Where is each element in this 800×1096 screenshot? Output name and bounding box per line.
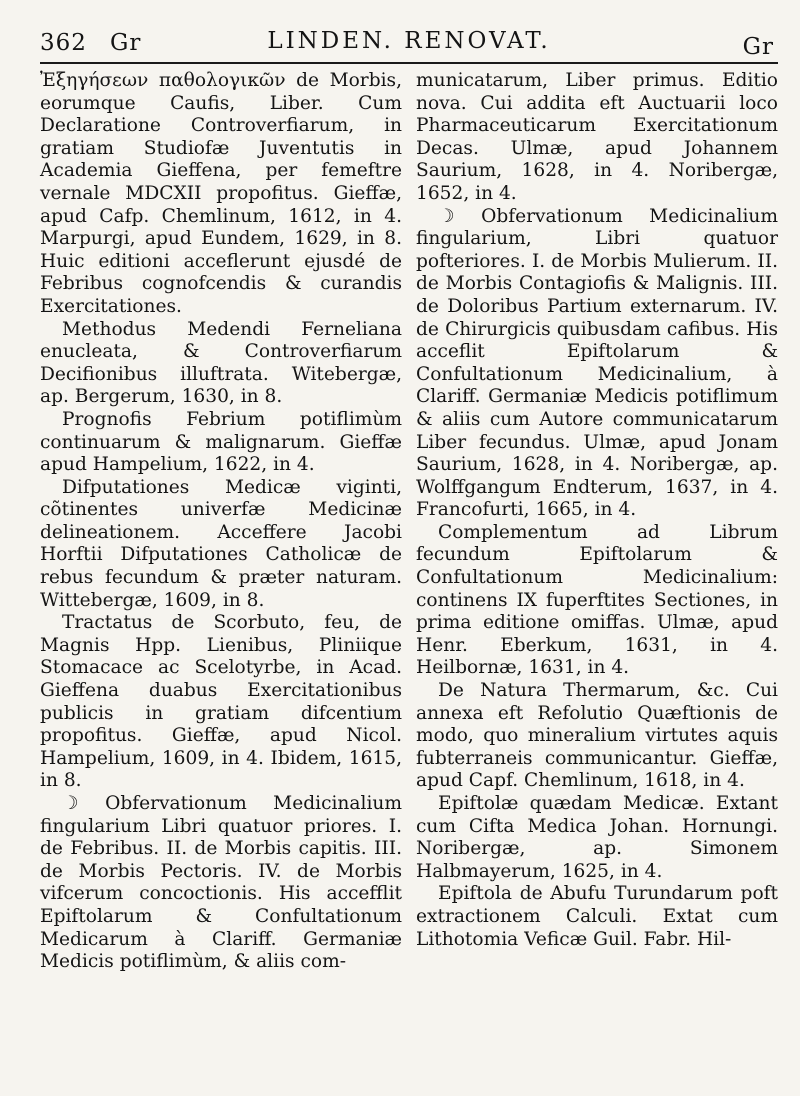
bibliography-entry: Difputationes Medicæ viginti, cõtinentes univerfæ Medicinæ delineationem. Acceffere Jacobi Horftii Difputationes Catholicæ de rebus fecundum & præter naturam. Wittebergæ, 1609, in 8. (40, 476, 402, 611)
bibliography-entry: Epiftola de Abufu Turundarum poft extractionem Calculi. Extat cum Lithotomia Veficæ Guil. Fabr. Hil- (416, 883, 778, 950)
right-column (416, 70, 778, 974)
right-section-tag: Gr (742, 34, 774, 60)
left-column (40, 70, 402, 974)
text-columns (40, 70, 778, 974)
page-number: 362 (40, 30, 87, 56)
bibliography-entry: Prognofis Febrium potiflimùm continuarum & malignarum. Gieffæ apud Hampelium, 1622, in 4. (40, 408, 402, 476)
running-title: LINDEN. RENOVAT. (267, 28, 551, 54)
bibliography-entry: De Natura Thermarum, &c. Cui annexa eft Refolutio Quæftionis de modo, quo mineralium virtutes aquis fubterraneis communicantur. Gieffæ, apud Capf. Chemlinum, 1618, in 4. (416, 680, 778, 792)
bibliography-entry: ☽ Obfervationum Medicinalium fingularium, Libri quatuor pofteriores. I. de Morbis Mulierum. II. de Morbis Contagiofis & Malignis. III. de Doloribus Partium externarum. IV. de Chirurgicis quibusdam cafibus. His acceflit Epiftolarum & Confultationum Medicinalium, à Clariff. Germaniæ Medicis potiflimum & aliis cum Autore communicatarum Liber fecundus. Ulmæ, apud Jonam Saurium, 1628, in 4. Noribergæ, ap. Wolffgangum Endterum, 1637, in 4. Francofurti, 1665, in 4. (416, 205, 778, 521)
bibliography-entry: ☽ Obfervationum Medicinalium fingularium Libri quatuor priores. I. de Febribus. II. de Morbis capitis. III. de Morbis Pectoris. IV. de Morbis vifcerum concoctionis. His accefflit Epiftolarum & Confultationum Medicarum à Clariff. Germaniæ Medicis potiflimùm, & aliis com- (40, 793, 402, 973)
bibliography-entry: Epiftolæ quædam Medicæ. Extant cum Cifta Medica Johan. Hornungi. Noribergæ, ap. Simonem Halbmayerum, 1625, in 4. (416, 793, 778, 882)
bibliography-entry: Complementum ad Librum fecundum Epiftolarum & Confultationum Medicinalium: continens IX fuperftites Sectiones, in prima editione omiffas. Ulmæ, apud Henr. Eberkum, 1631, in 4. Heilbornæ, 1631, in 4. (416, 521, 778, 679)
bibliography-entry: municatarum, Liber primus. Editio nova. Cui addita eft Auctuarii loco Pharmaceuticarum Exercitationum Decas. Ulmæ, apud Johannem Saurium, 1628, in 4. Noribergæ, 1652, in 4. (416, 70, 778, 204)
bibliography-entry: Methodus Medendi Ferneliana enucleata, & Controverfiarum Decifionibus illuftrata. Witebergæ, ap. Bergerum, 1630, in 8. (40, 318, 402, 408)
bibliography-entry: Ἐξηγήσεων παθολογικῶν de Morbis, eorumque Caufis, Liber. Cum Declaratione Controverfiarum, in gratiam Studiofæ Juventutis in Academia Gieffena, per femeftre vernale MDCXII propofitus. Gieffæ, apud Cafp. Chemlinum, 1612, in 4. Marpurgi, apud Eundem, 1629, in 8. Huic editioni acceflerunt ejusdé de Febribus cognofcendis & curandis Exercitationes. (40, 70, 402, 317)
running-head (40, 24, 778, 58)
left-section-tag: Gr (110, 30, 142, 56)
bibliography-entry: Tractatus de Scorbuto, feu, de Magnis Hpp. Lienibus, Pliniique Stomacace ac Scelotyrbe, in Acad. Gieffena duabus Exercitationibus publicis in gratiam difcentium propofitus. Gieffæ, apud Nicol. Hampelium, 1609, in 4. Ibidem, 1615, in 8. (40, 612, 402, 792)
header-rule (40, 62, 778, 64)
